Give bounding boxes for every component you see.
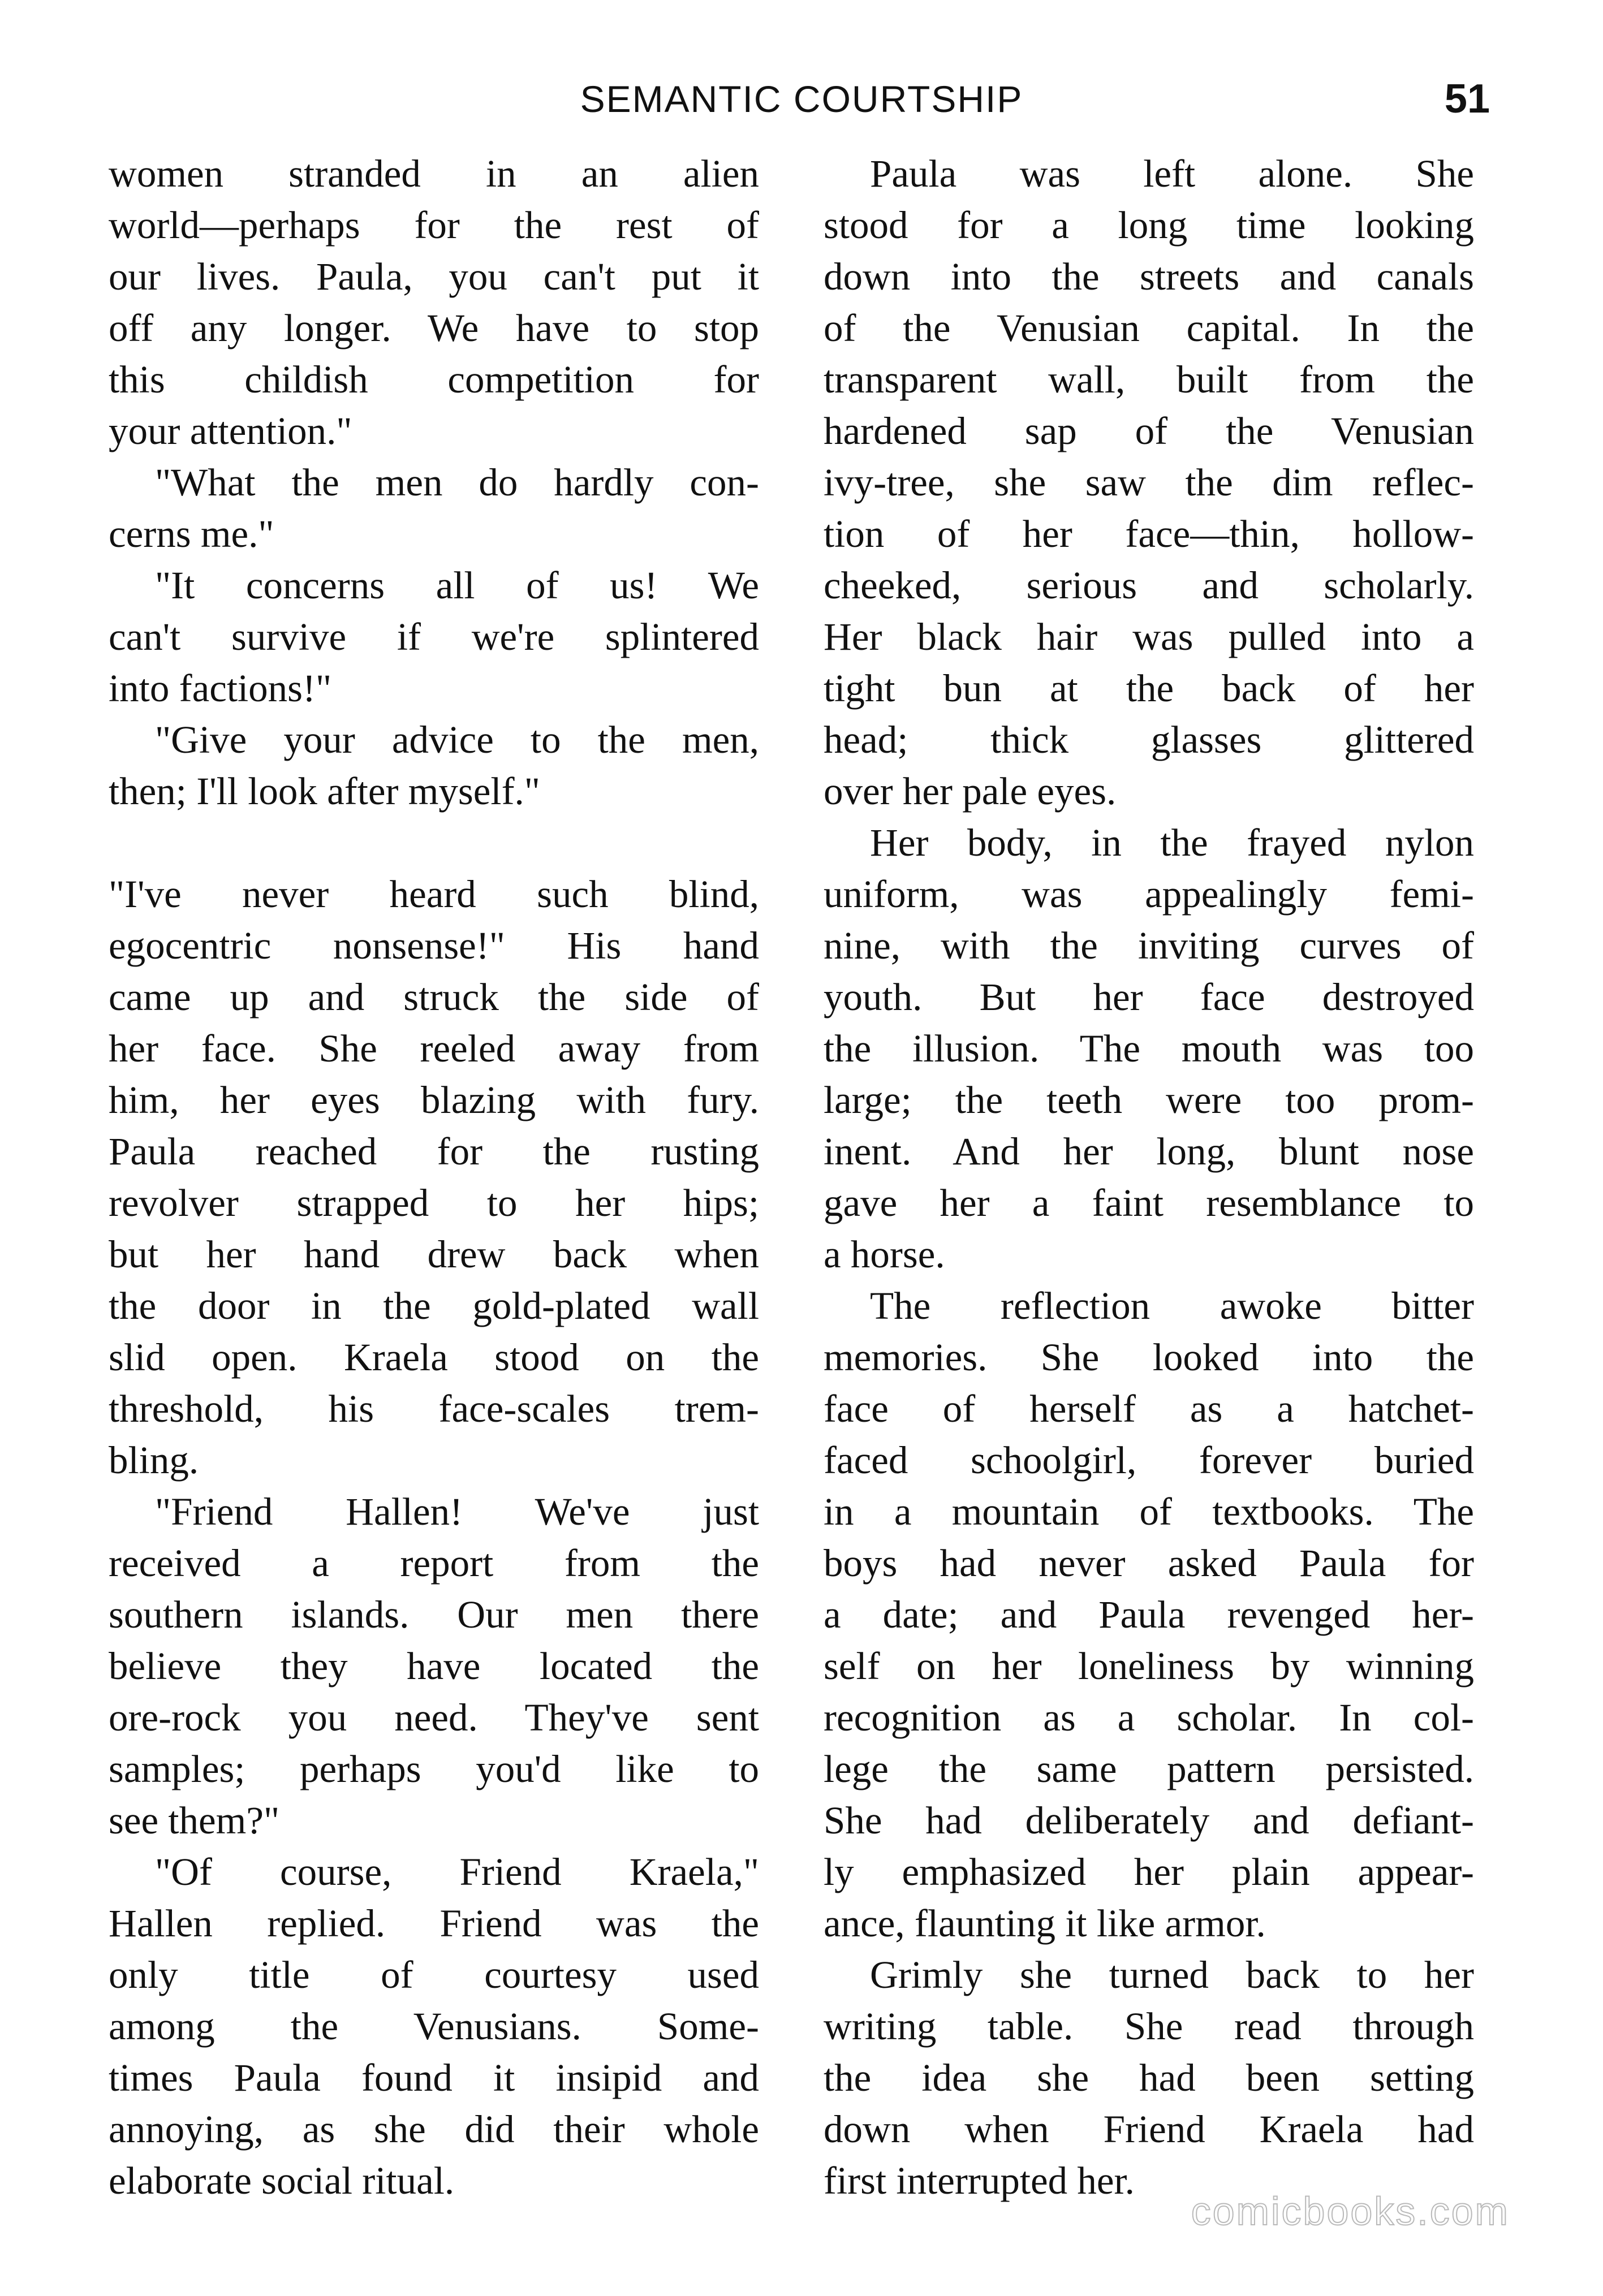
text-line: hardened sap of the Venusian bbox=[824, 409, 1474, 452]
text-line: southern islands. Our men there bbox=[109, 1593, 759, 1636]
text-line: the door in the gold-plated wall bbox=[109, 1284, 759, 1327]
text-line: revolver strapped to her hips; bbox=[109, 1181, 759, 1224]
text-line: "Friend Hallen! We've just bbox=[155, 1490, 759, 1533]
text-line: down when Friend Kraela had bbox=[824, 2108, 1474, 2151]
text-line: She had deliberately and defiant- bbox=[824, 1799, 1474, 1842]
text-line: memories. She looked into the bbox=[824, 1336, 1474, 1379]
text-line: ivy-tree, she saw the dim reflec- bbox=[824, 461, 1474, 504]
text-line: off any longer. We have to stop bbox=[109, 307, 759, 349]
text-line: him, her eyes blazing with fury. bbox=[109, 1078, 759, 1121]
text-line: Her body, in the frayed nylon bbox=[870, 821, 1474, 864]
text-line: women stranded in an alien bbox=[109, 152, 759, 195]
text-line: but her hand drew back when bbox=[109, 1233, 759, 1276]
running-head-title: SEMANTIC COURTSHIP bbox=[580, 78, 1023, 120]
text-line: cheeked, serious and scholarly. bbox=[824, 564, 1474, 607]
text-line: a horse. bbox=[824, 1233, 945, 1276]
text-line: world—perhaps for the rest of bbox=[109, 204, 759, 247]
text-line: large; the teeth were too prom- bbox=[824, 1078, 1474, 1121]
text-line: in a mountain of textbooks. The bbox=[824, 1490, 1474, 1533]
text-line: stood for a long time looking bbox=[824, 204, 1474, 247]
text-line: "It concerns all of us! We bbox=[155, 564, 759, 607]
text-line: the idea she had been setting bbox=[824, 2056, 1474, 2099]
text-line: "Give your advice to the men, bbox=[155, 718, 759, 761]
text-line: came up and struck the side of bbox=[109, 976, 759, 1018]
text-line: Her black hair was pulled into a bbox=[824, 615, 1474, 658]
text-line: nine, with the inviting curves of bbox=[824, 924, 1474, 967]
text-line: writing table. She read through bbox=[824, 2005, 1474, 2048]
text-line: ance, flaunting it like armor. bbox=[824, 1902, 1266, 1945]
text-line: this childish competition for bbox=[109, 358, 759, 401]
text-line: among the Venusians. Some- bbox=[109, 2005, 759, 2048]
text-line: then; I'll look after myself." bbox=[109, 770, 540, 813]
right-text-column bbox=[824, 148, 1474, 2207]
text-line: Hallen replied. Friend was the bbox=[109, 1902, 759, 1945]
text-line: ly emphasized her plain appear- bbox=[824, 1850, 1474, 1893]
text-line: lege the same pattern persisted. bbox=[824, 1747, 1474, 1790]
text-line: into factions!" bbox=[109, 667, 332, 710]
text-line: head; thick glasses glittered bbox=[824, 718, 1474, 761]
text-line: Grimly she turned back to her bbox=[870, 1953, 1474, 1996]
text-line: times Paula found it insipid and bbox=[109, 2056, 759, 2099]
text-line: over her pale eyes. bbox=[824, 770, 1117, 813]
text-line: face of herself as a hatchet- bbox=[824, 1387, 1474, 1430]
text-line: tight bun at the back of her bbox=[824, 667, 1474, 710]
text-line: "What the men do hardly con- bbox=[155, 461, 759, 504]
text-line: received a report from the bbox=[109, 1542, 759, 1585]
text-line: elaborate social ritual. bbox=[109, 2159, 455, 2202]
text-line: gave her a faint resemblance to bbox=[824, 1181, 1474, 1224]
text-line: our lives. Paula, you can't put it bbox=[109, 255, 759, 298]
text-line: believe they have located the bbox=[109, 1645, 759, 1688]
text-line: "I've never heard such blind, bbox=[109, 873, 759, 916]
text-line: only title of courtesy used bbox=[109, 1953, 759, 1996]
text-line: samples; perhaps you'd like to bbox=[109, 1747, 759, 1790]
text-line: first interrupted her. bbox=[824, 2159, 1135, 2202]
text-line: "Of course, Friend Kraela," bbox=[155, 1850, 759, 1893]
text-line: egocentric nonsense!" His hand bbox=[109, 924, 759, 967]
text-line: Paula was left alone. She bbox=[870, 152, 1474, 195]
text-line: threshold, his face-scales trem- bbox=[109, 1387, 759, 1430]
text-line: the illusion. The mouth was too bbox=[824, 1027, 1474, 1070]
section-break bbox=[109, 817, 759, 869]
text-line: her face. She reeled away from bbox=[109, 1027, 759, 1070]
text-line: of the Venusian capital. In the bbox=[824, 307, 1474, 349]
text-line: youth. But her face destroyed bbox=[824, 976, 1474, 1018]
running-head bbox=[107, 74, 1496, 124]
text-line: self on her loneliness by winning bbox=[824, 1645, 1474, 1688]
text-line: cerns me." bbox=[109, 512, 274, 555]
page-number: 51 bbox=[1444, 76, 1490, 122]
text-line: your attention." bbox=[109, 409, 352, 452]
text-line: boys had never asked Paula for bbox=[824, 1542, 1474, 1585]
text-line: can't survive if we're splintered bbox=[109, 615, 759, 658]
text-line: bling. bbox=[109, 1439, 199, 1482]
text-line: ore-rock you need. They've sent bbox=[109, 1696, 759, 1739]
text-line: annoying, as she did their whole bbox=[109, 2108, 759, 2151]
text-line: tion of her face—thin, hollow- bbox=[824, 512, 1474, 555]
text-line: a date; and Paula revenged her- bbox=[824, 1593, 1474, 1636]
text-line: down into the streets and canals bbox=[824, 255, 1474, 298]
text-line: uniform, was appealingly femi- bbox=[824, 873, 1474, 916]
text-line: slid open. Kraela stood on the bbox=[109, 1336, 759, 1379]
text-line: recognition as a scholar. In col- bbox=[824, 1696, 1474, 1739]
text-line: see them?" bbox=[109, 1799, 280, 1842]
text-line: faced schoolgirl, forever buried bbox=[824, 1439, 1474, 1482]
watermark: comicbooks.com bbox=[1191, 2189, 1510, 2233]
text-line: Paula reached for the rusting bbox=[109, 1130, 759, 1173]
text-line: inent. And her long, blunt nose bbox=[824, 1130, 1474, 1173]
text-line: The reflection awoke bitter bbox=[870, 1284, 1474, 1327]
left-text-column bbox=[109, 148, 759, 2207]
text-line: transparent wall, built from the bbox=[824, 358, 1474, 401]
